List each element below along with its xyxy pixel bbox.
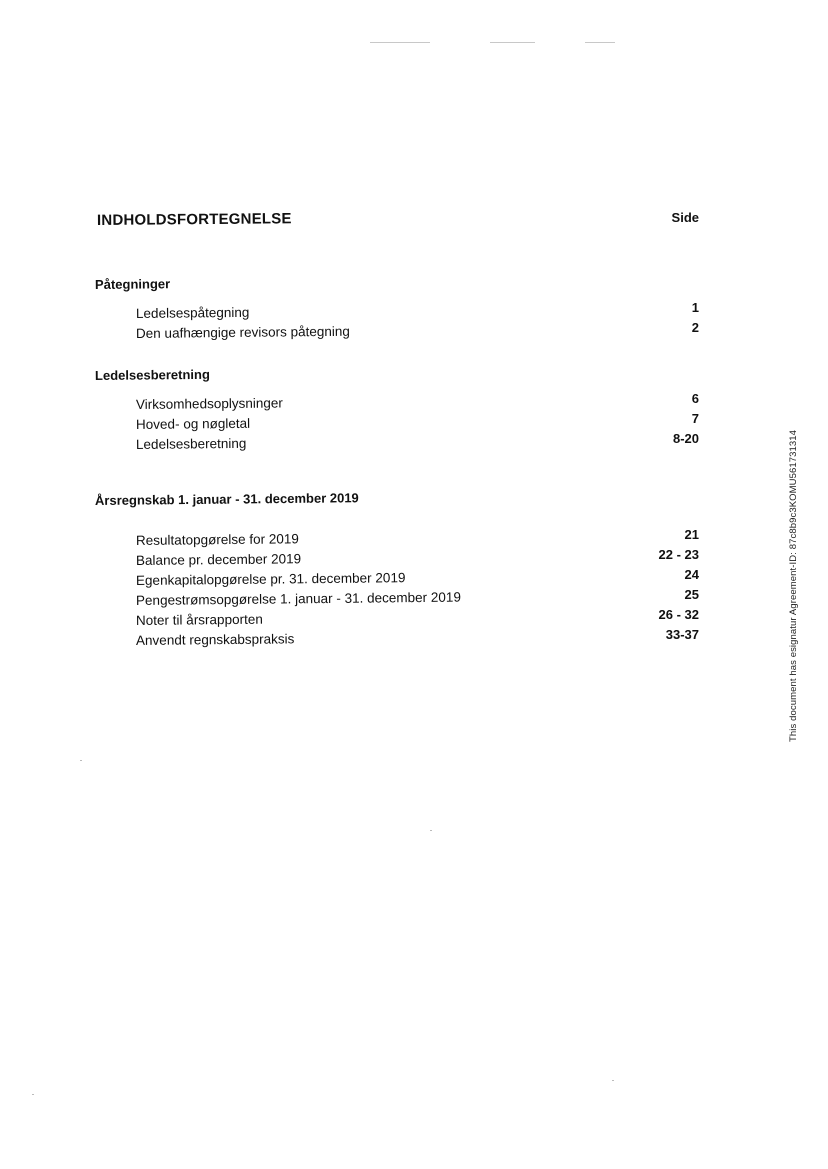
scan-artifact bbox=[490, 42, 535, 43]
toc-entry-page: 2 bbox=[691, 320, 699, 335]
section-heading: Ledelsesberetning bbox=[94, 366, 210, 383]
toc-entry-title: Ledelsesberetning bbox=[135, 435, 247, 452]
toc-entry-page: 24 bbox=[684, 567, 699, 582]
toc-entry-title: Resultatopgørelse for 2019 bbox=[135, 531, 299, 548]
toc-header bbox=[97, 210, 699, 234]
toc-entry-title: Anvendt regnskabspraksis bbox=[135, 631, 295, 648]
toc-entry-page: 7 bbox=[691, 411, 699, 426]
toc-entry-page: 25 bbox=[684, 587, 699, 602]
toc-entry-page: 8-20 bbox=[672, 431, 699, 446]
toc-entry-title: Balance pr. december 2019 bbox=[135, 551, 302, 568]
toc-entry bbox=[95, 607, 699, 633]
toc-entry-title: Den uafhængige revisors påtegning bbox=[135, 323, 350, 341]
toc-section-aarsregnskab bbox=[94, 490, 699, 653]
section-heading: Påtegninger bbox=[94, 276, 171, 292]
scan-artifact bbox=[32, 1094, 34, 1095]
toc-entry-title: Noter til årsrapporten bbox=[135, 611, 263, 628]
toc-entry-page: 33-37 bbox=[665, 627, 699, 642]
toc-title: INDHOLDSFORTEGNELSE bbox=[96, 210, 292, 229]
scan-artifact bbox=[80, 760, 82, 761]
esignatur-stamp: This document has esignatur Agreement-ID: 87c8b9c3KOMU561731314 bbox=[788, 429, 799, 742]
toc-entry bbox=[95, 431, 699, 457]
scan-artifact bbox=[430, 830, 432, 831]
toc-entry bbox=[95, 587, 699, 613]
toc-entry-title: Egenkapitalopgørelse pr. 31. december 2019 bbox=[135, 570, 406, 588]
toc-section-paategninger bbox=[95, 277, 699, 346]
toc-entry-page: 26 - 32 bbox=[658, 607, 699, 622]
section-heading: Årsregnskab 1. januar - 31. december 2019 bbox=[94, 490, 359, 508]
toc-entry-title: Virksomhedsoplysninger bbox=[135, 395, 283, 412]
toc-entry bbox=[95, 527, 699, 553]
toc-entry-title: Ledelsespåtegning bbox=[135, 304, 250, 321]
toc-entry-page: 22 - 23 bbox=[658, 547, 699, 562]
scan-artifact bbox=[612, 1080, 614, 1081]
toc-entry bbox=[95, 411, 699, 437]
toc-entry-page: 6 bbox=[691, 391, 699, 406]
scan-artifact bbox=[585, 42, 615, 43]
toc-entry-page: 1 bbox=[691, 300, 699, 315]
toc-entry-title: Pengestrømsopgørelse 1. januar - 31. december 2019 bbox=[135, 589, 461, 608]
toc-entry bbox=[95, 627, 699, 653]
scan-artifact bbox=[370, 42, 430, 43]
toc-entry-page: 21 bbox=[684, 527, 699, 542]
page-column-label: Side bbox=[671, 210, 699, 225]
toc-section-ledelsesberetning bbox=[95, 368, 699, 457]
toc-entry bbox=[95, 300, 699, 326]
toc-entry bbox=[95, 391, 699, 417]
toc-entry bbox=[95, 320, 699, 346]
toc-entry-title: Hoved- og nøgletal bbox=[135, 415, 251, 432]
